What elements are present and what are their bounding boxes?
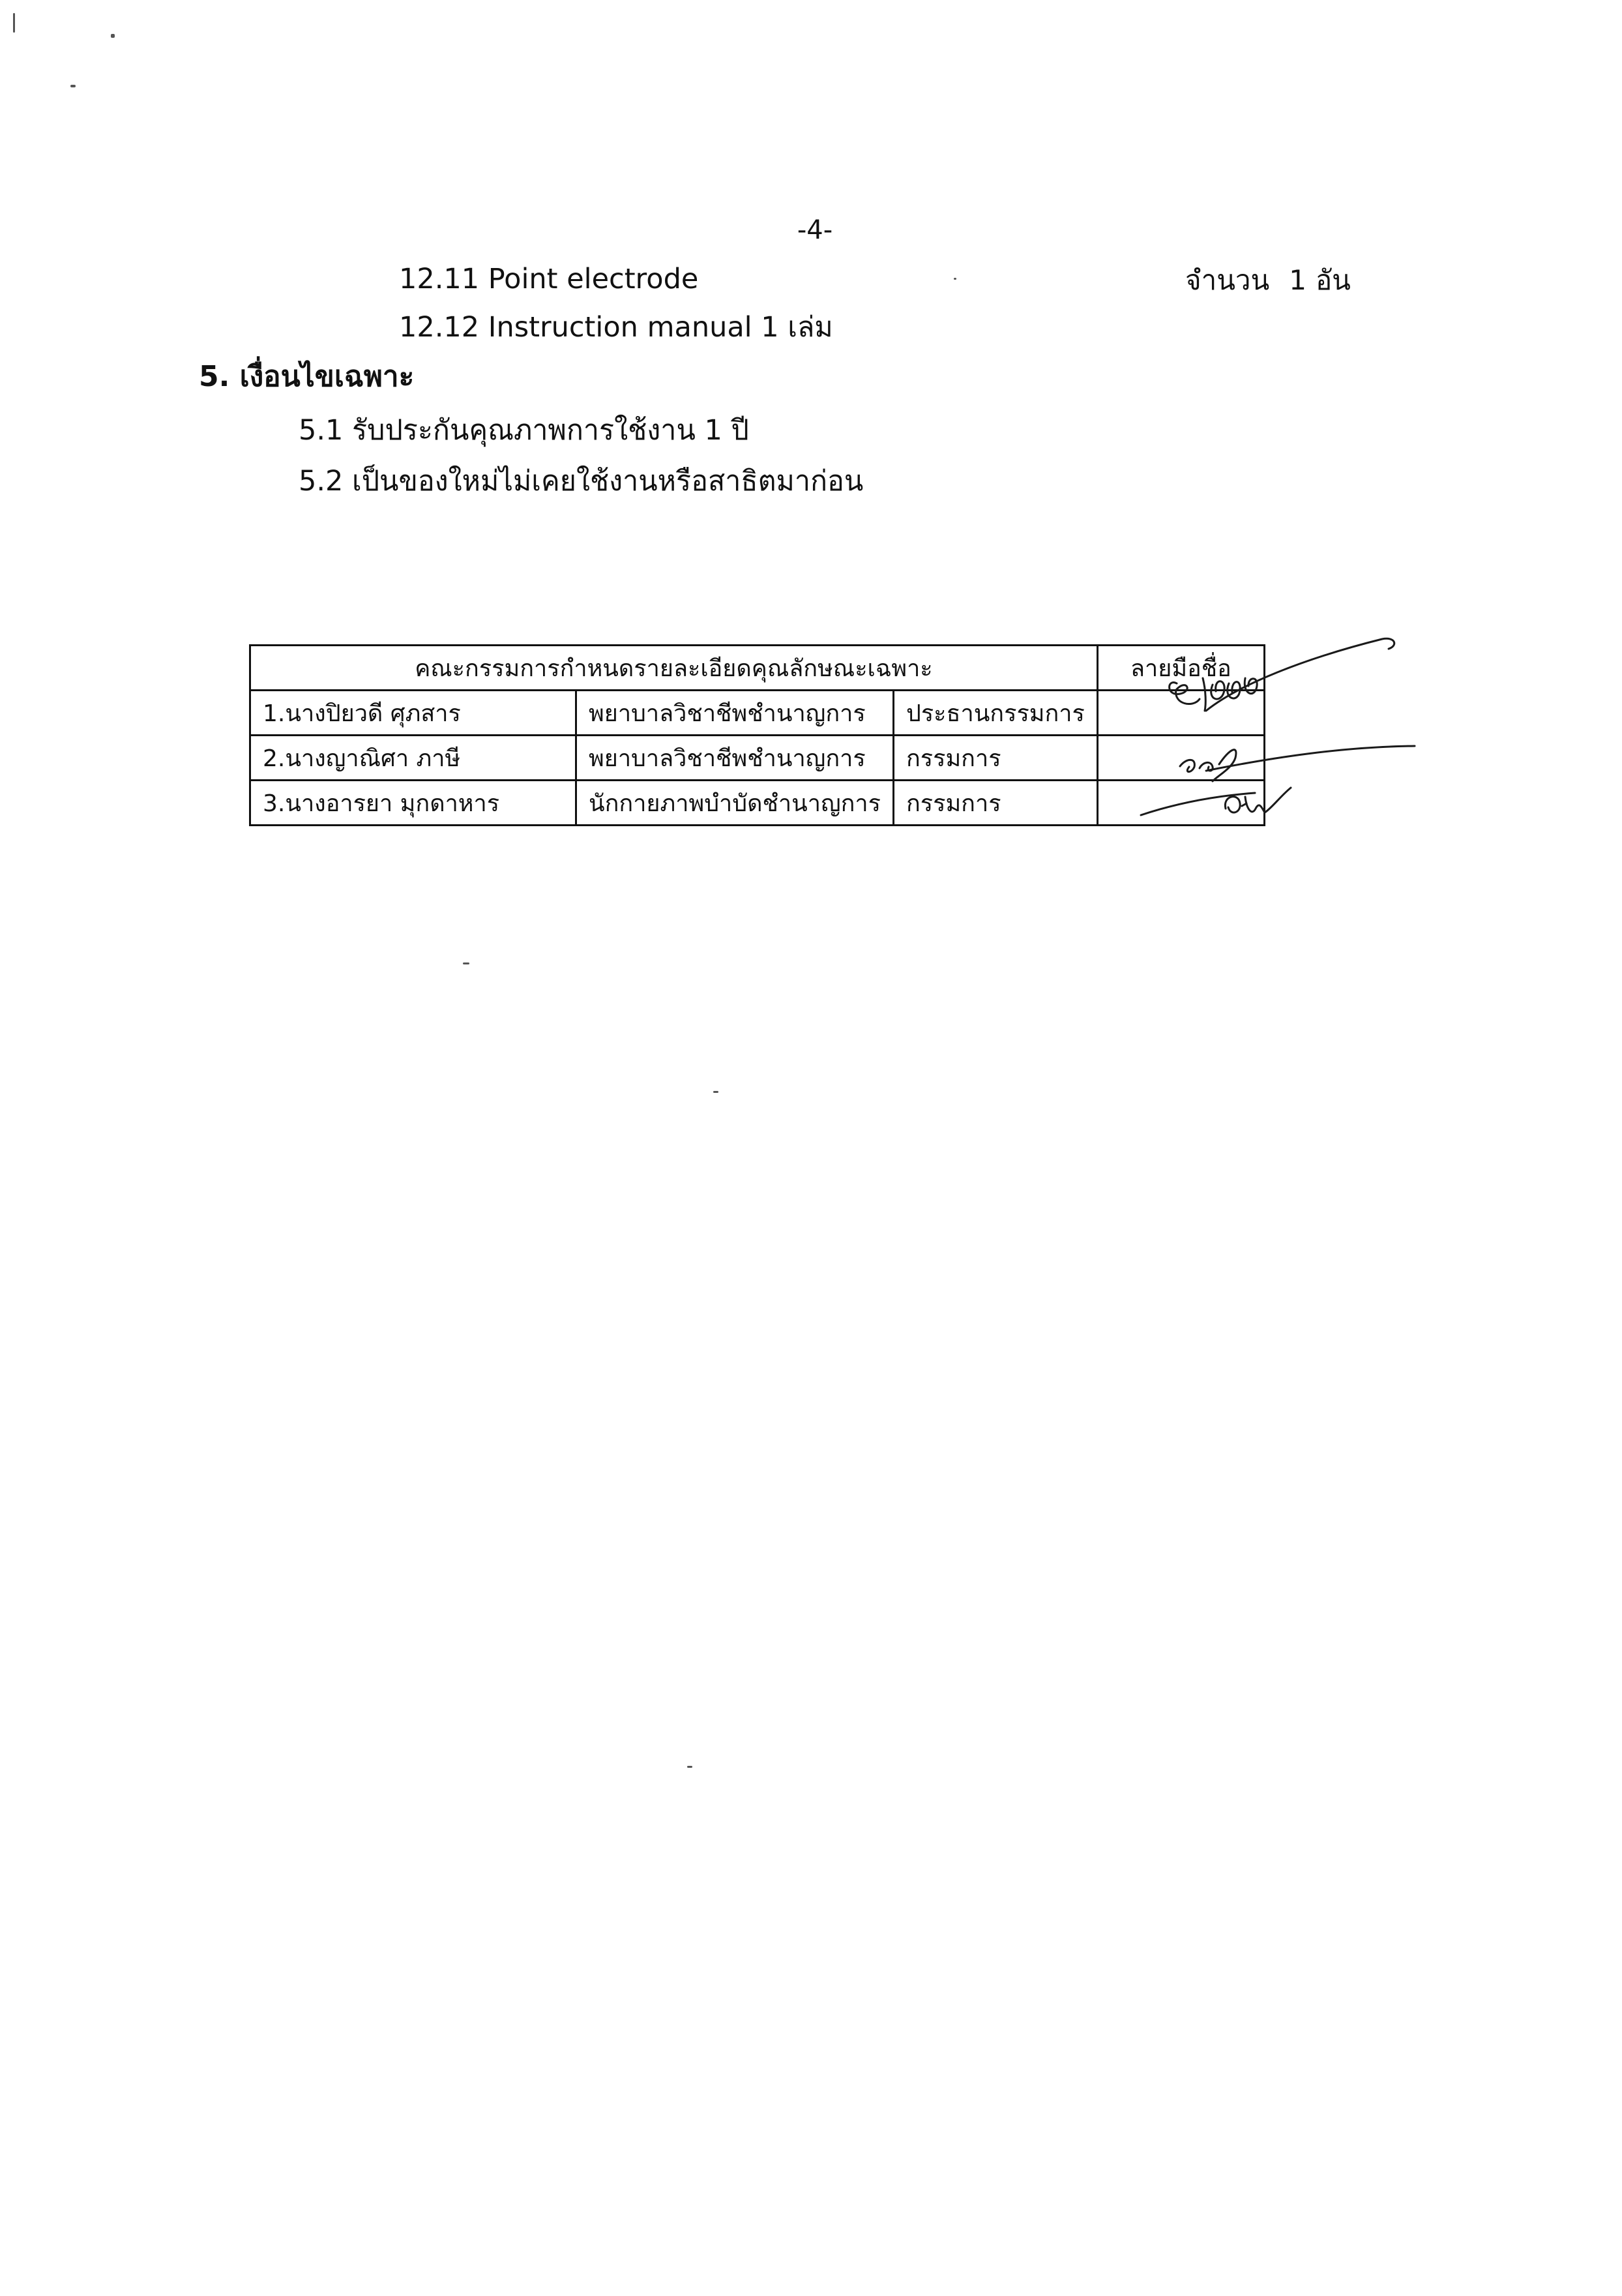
member-position: พยาบาลวิชาชีพชำนาญการ — [576, 691, 894, 736]
table-row — [250, 691, 1265, 736]
table-row — [250, 781, 1265, 826]
page-number: -4- — [797, 215, 833, 245]
scan-speck — [13, 13, 15, 33]
committee-header: คณะกรรมการกำหนดรายละเอียดคุณลักษณะเฉพาะ — [250, 646, 1098, 691]
member-role: กรรมการ — [893, 781, 1097, 826]
member-role: กรรมการ — [893, 736, 1097, 781]
scan-speck — [463, 962, 469, 964]
signature-cell — [1097, 691, 1264, 736]
quantity-unit: อัน — [1315, 264, 1351, 296]
scan-speck — [687, 1766, 692, 1768]
scan-speck — [70, 85, 76, 87]
scan-speck — [111, 34, 115, 38]
scan-speck — [713, 1091, 718, 1093]
quantity-label: จำนวน — [1185, 264, 1270, 296]
condition-2: 5.2 เป็นของใหม่ไม่เคยใช้งานหรือสาธิตมาก่อน — [299, 465, 864, 498]
signature-cell — [1097, 781, 1264, 826]
table-row — [250, 736, 1265, 781]
scan-speck — [954, 278, 956, 280]
condition-1: 5.1 รับประกันคุณภาพการใช้งาน 1 ปี — [299, 414, 749, 447]
member-name: 1.นางปิยวดี ศุภสาร — [250, 691, 576, 736]
member-role: ประธานกรรมการ — [893, 691, 1097, 736]
member-position: นักกายภาพบำบัดชำนาญการ — [576, 781, 894, 826]
signature-cell — [1097, 736, 1264, 781]
section-heading: 5. เงื่อนไขเฉพาะ — [199, 360, 415, 393]
quantity-value: 1 — [1289, 264, 1306, 296]
member-position: พยาบาลวิชาชีพชำนาญการ — [576, 736, 894, 781]
item-12-12: 12.12 Instruction manual 1 เล่ม — [399, 311, 833, 344]
committee-table — [249, 644, 1265, 826]
member-name: 2.นางญาณิศา ภาษี — [250, 736, 576, 781]
member-name: 3.นางอารยา มุกดาหาร — [250, 781, 576, 826]
table-header-row — [250, 646, 1265, 691]
item-12-11: 12.11 Point electrode — [399, 263, 699, 295]
signature-header: ลายมือชื่อ — [1097, 646, 1264, 691]
quantity-line — [1185, 261, 1351, 300]
